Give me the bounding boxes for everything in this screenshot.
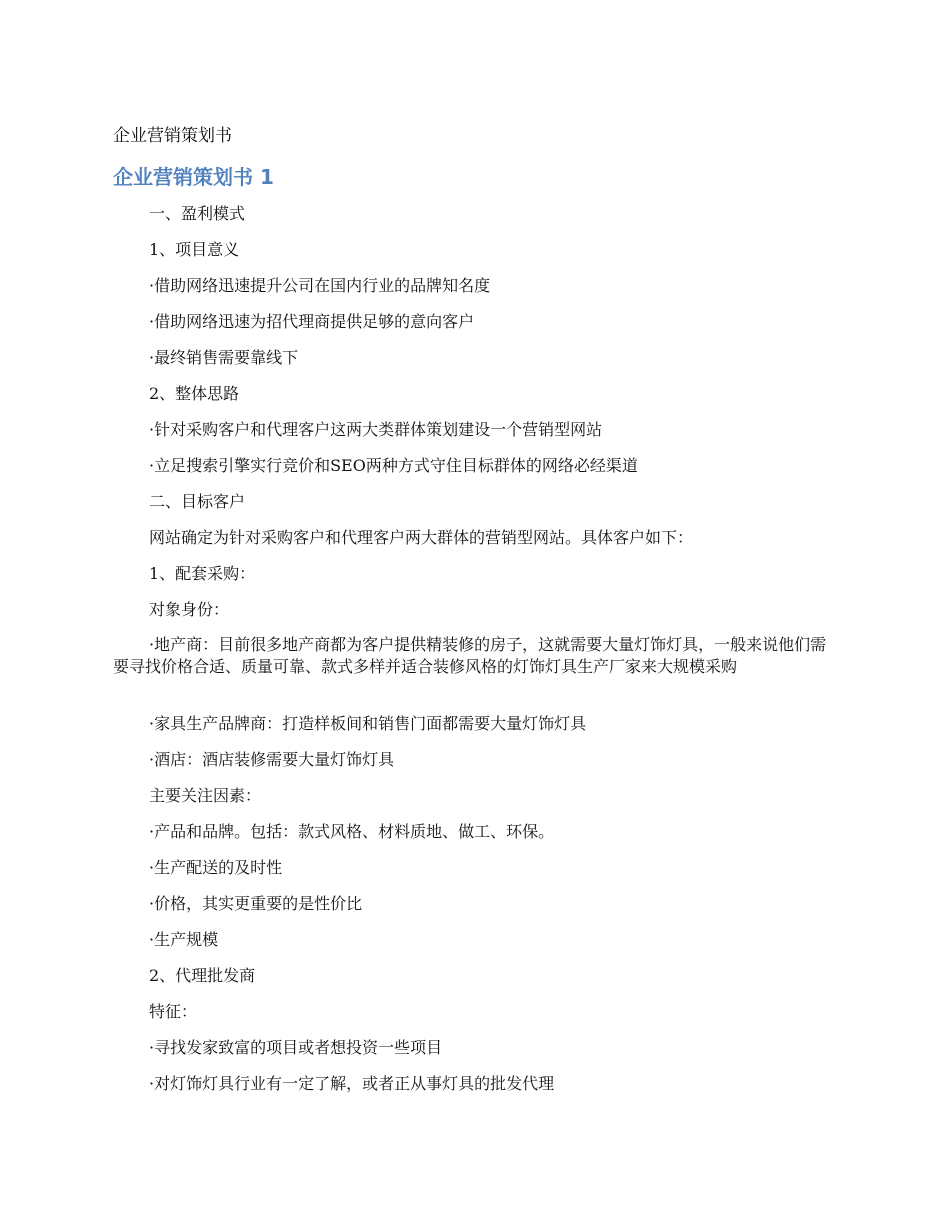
bullet-item: ·产品和品牌。包括：款式风格、材料质地、做工、环保。	[149, 822, 555, 841]
bullet-item: ·最终销售需要靠线下	[149, 348, 299, 367]
bullet-item: ·价格，其实更重要的是性价比	[149, 894, 363, 913]
paragraph-main-factors: 主要关注因素：	[149, 786, 262, 805]
document-title: 企业营销策划书	[113, 126, 232, 146]
paragraph-target-customers: 二、目标客户	[149, 492, 246, 511]
bullet-item: ·借助网络迅速为招代理商提供足够的意向客户	[149, 312, 475, 331]
bullet-item: ·家具生产品牌商：打造样板间和销售门面都需要大量灯饰灯具	[149, 714, 587, 733]
bullet-item: ·对灯饰灯具行业有一定了解，或者正从事灯具的批发代理	[149, 1074, 555, 1093]
paragraph-supporting-purchase: 1、配套采购：	[149, 564, 256, 583]
bullet-item: ·针对采购客户和代理客户这两大类群体策划建设一个营销型网站	[149, 420, 603, 439]
bullet-item: ·借助网络迅速提升公司在国内行业的品牌知名度	[149, 276, 491, 295]
paragraph-project-meaning: 1、项目意义	[149, 240, 240, 259]
bullet-item: ·酒店：酒店装修需要大量灯饰灯具	[149, 750, 395, 769]
bullet-item-wrapped: ·地产商：目前很多地产商都为客户提供精装修的房子，这就需要大量灯饰灯具，一般来说他们需要寻找价格合适、质量可靠、款式多样并适合装修风格的灯饰灯具生产厂家来大规模采购	[113, 635, 827, 676]
bullet-item: ·寻找发家致富的项目或者想投资一些项目	[149, 1038, 443, 1057]
bullet-item: ·生产规模	[149, 930, 219, 949]
paragraph-profit-model: 一、盈利模式	[149, 204, 246, 223]
bullet-item: ·生产配送的及时性	[149, 858, 283, 877]
paragraph-features: 特征：	[149, 1002, 198, 1021]
paragraph-agent-wholesaler: 2、代理批发商	[149, 966, 256, 985]
paragraph-overall-idea: 2、整体思路	[149, 384, 240, 403]
paragraph-body: 网站确定为针对采购客户和代理客户两大群体的营销型网站。具体客户如下：	[149, 528, 694, 547]
bullet-item: ·立足搜索引擎实行竞价和SEO两种方式守住目标群体的网络必经渠道	[149, 456, 638, 475]
paragraph-target-identity: 对象身份：	[149, 600, 230, 619]
section-heading: 企业营销策划书 1	[113, 165, 274, 189]
